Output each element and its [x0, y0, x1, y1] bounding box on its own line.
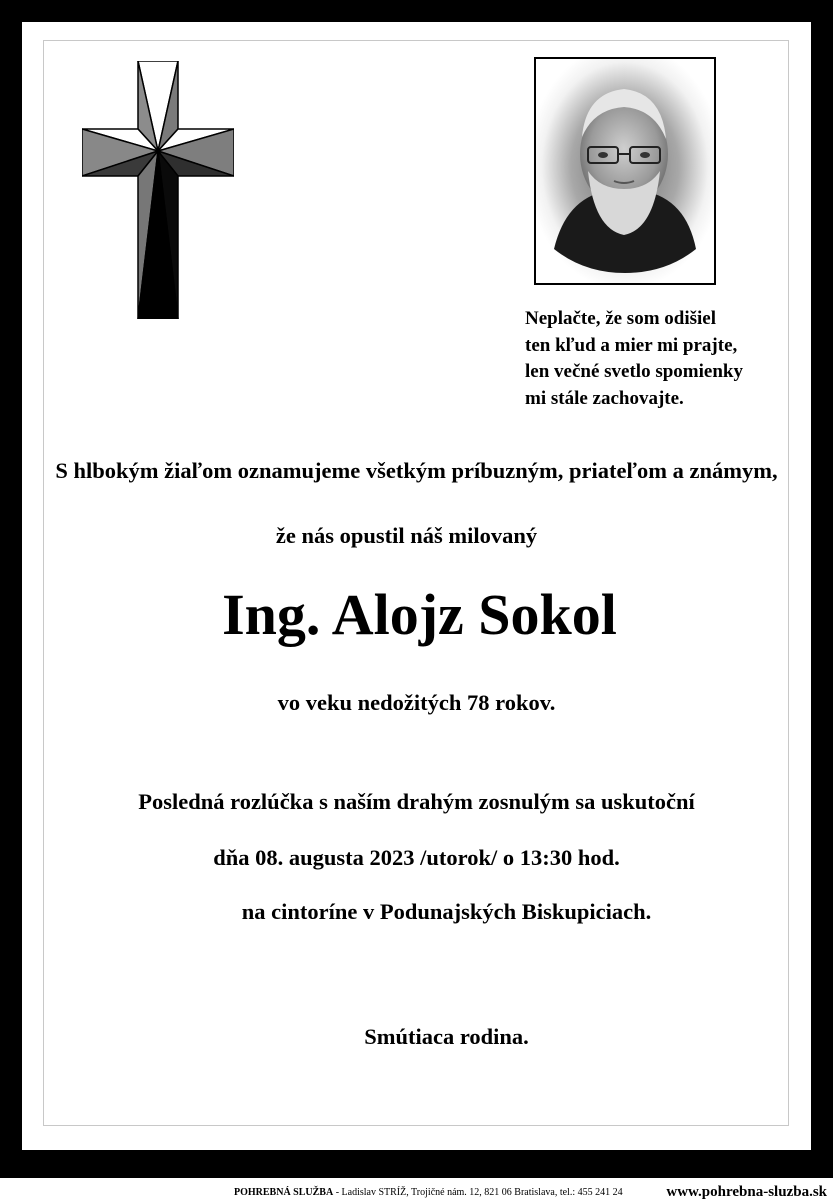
poem-line: mi stále zachovajte. [525, 387, 684, 409]
memorial-poem [525, 306, 785, 412]
ceremony-line-1: Posledná rozlúčka s naším drahým zosnulým sa uskutoční [138, 789, 695, 814]
footer-website-link[interactable]: www.pohrebna-sluzba.sk [666, 1184, 827, 1200]
poem-line: Neplačte, že som odišiel [525, 308, 717, 329]
ceremony-date: dňa 08. augusta 2023 /utorok/ o 13:30 hod. [213, 845, 620, 870]
footer [0, 1184, 833, 1200]
ceremony-place: na cintoríne v Podunajských Biskupiciach. [241, 899, 652, 924]
cross-icon [82, 61, 234, 319]
deceased-age: vo veku nedožitých 78 rokov. [277, 690, 556, 715]
poem-line: ten kľud a mier mi prajte, [525, 334, 738, 356]
announcement-line-1: S hlbokým žiaľom oznamujeme všetkým príbuzným, priateľom a známym, [55, 458, 778, 483]
signature: Smútiaca rodina. [364, 1024, 529, 1049]
portrait-photo [534, 57, 716, 285]
footer-address-text: - Ladislav STRÍŽ, Trojičné nám. 12, 821 06 Bratislava, tel.: 455 241 24 [333, 1187, 623, 1198]
poem-line: len večné svetlo spomienky [525, 361, 743, 382]
announcement-line-2: že nás opustil náš milovaný [275, 523, 538, 548]
footer-company: POHREBNÁ SLUŽBA [234, 1187, 334, 1198]
footer-address [234, 1187, 623, 1198]
deceased-name: Ing. Alojz Sokol [222, 582, 617, 647]
